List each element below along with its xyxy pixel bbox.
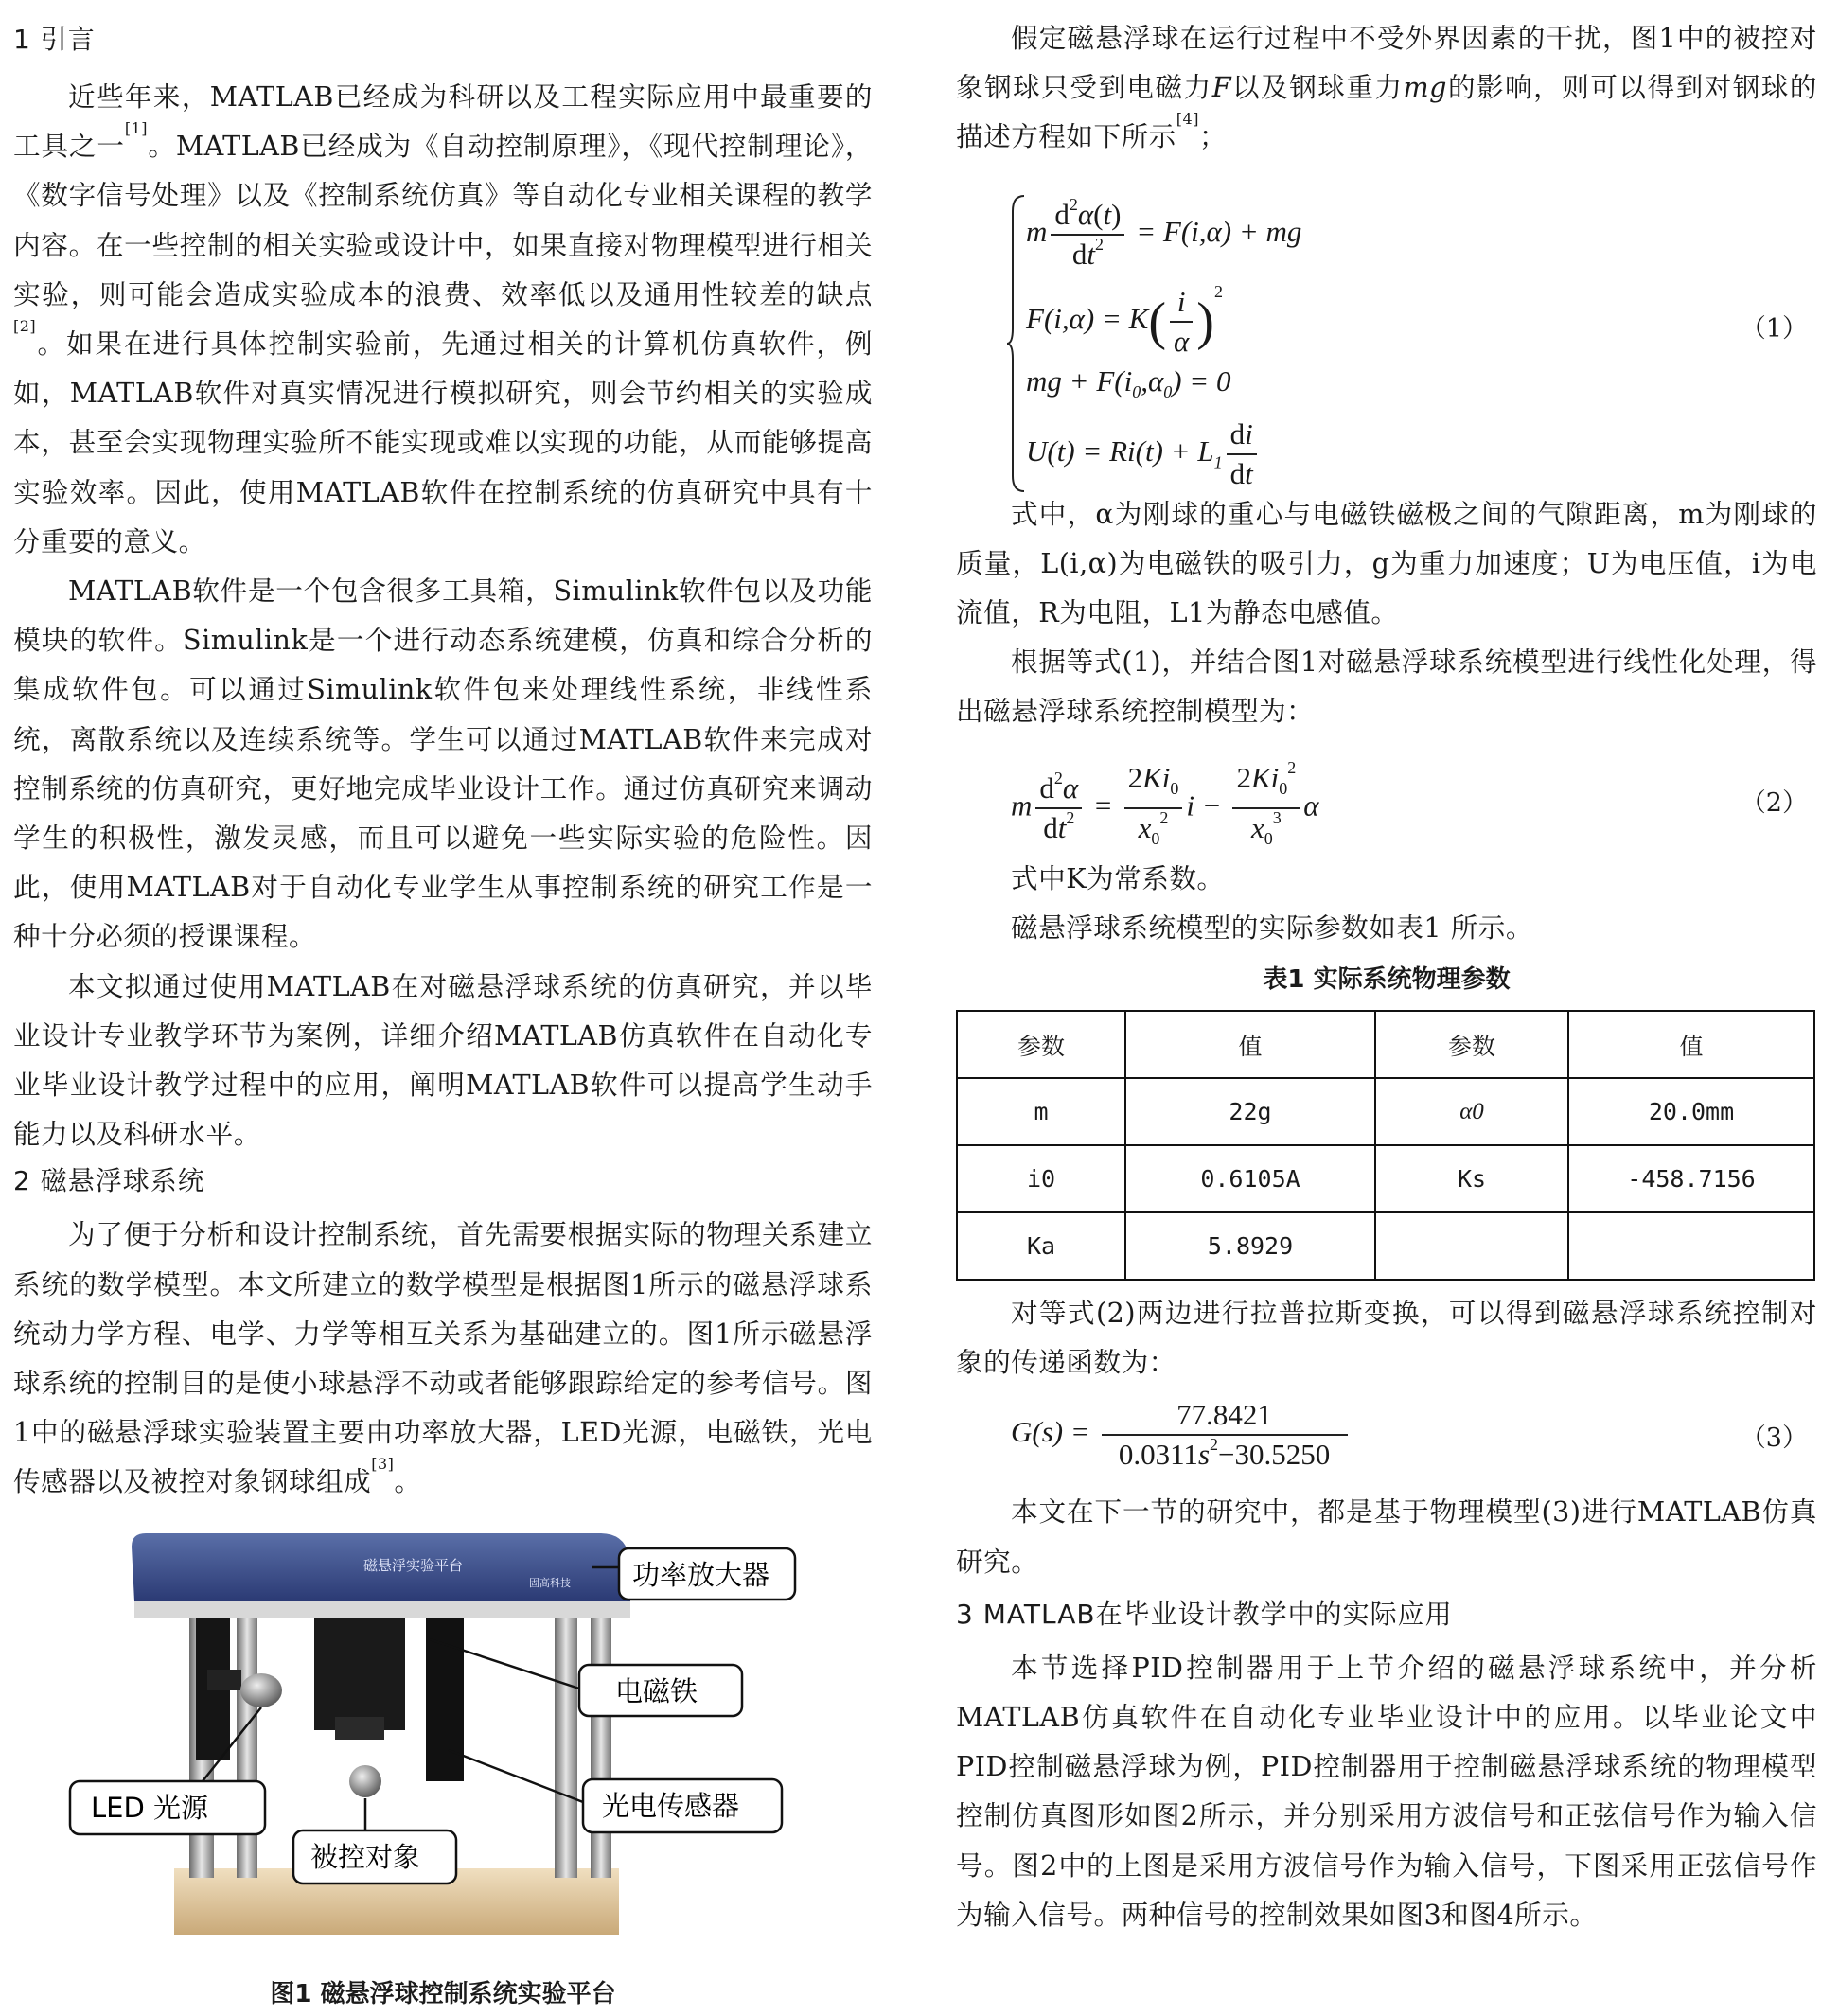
paragraph-k: 式中K为常系数。 — [1011, 861, 1225, 894]
table-cell — [1375, 1212, 1568, 1280]
citation: [2] — [13, 317, 37, 336]
table-header-cell: 参数 — [957, 1011, 1125, 1078]
eq1-line-2: F(i,α) = K( $\frac{i}{\alpha}$ )$^2$ — [1026, 281, 1223, 358]
led-arm — [207, 1670, 241, 1690]
eq1-line-4: $U(t) = Ri(t) + L_1$ $\frac{di}{dt}$ — [1026, 416, 1261, 493]
table-cell: i0 — [957, 1145, 1125, 1212]
symbol: F — [1211, 71, 1232, 104]
table-row — [957, 1212, 1814, 1280]
paragraph-table-intro: 磁悬浮球系统模型的实际参数如表1 所示。 — [1011, 911, 1533, 944]
text: 。 — [394, 1465, 422, 1498]
table-cell: 22g — [1125, 1078, 1375, 1145]
paragraph-maglev — [13, 1210, 873, 1506]
paragraph-pid: 本节选择PID控制器用于上节介绍的磁悬浮球系统中，并分析MATLAB仿真软件在自动化专业毕业设计中的应用。以毕业论文中PID控制磁悬浮球为例，PID控制器用于控制磁悬浮球系统的物理模型控制仿真图形如图2所示，并分别采用方波信号和正弦信号作为输入信号。图2中的上图是采用方波信号作为输入信号，下图采用正弦信号作为输入信号。两种信号的控制效果如图3和图4所示。 — [956, 1651, 1817, 1931]
section-heading-maglev: 2 磁悬浮球系统 — [13, 1165, 205, 1197]
citation: [3] — [371, 1455, 395, 1474]
figure-1 — [13, 1528, 873, 1963]
equation-number: （2） — [1740, 787, 1808, 818]
brace — [1005, 194, 1026, 493]
equation-2 — [956, 755, 1817, 854]
table-cell — [1568, 1212, 1814, 1280]
eq3-body: G(s) = $\frac{77.8421}{0.0311s^2-30.5250}$ — [1011, 1396, 1352, 1474]
section-heading-intro: 1 引言 — [13, 24, 96, 55]
eq2-body: m $\frac{d^2\alpha}{dt^2}$ = $\frac{2Ki_0}{x_0^2}$ i − $\frac{2Ki_0^2}{x_0^3}$ α — [1011, 757, 1319, 848]
parameter-table — [956, 1010, 1815, 1281]
led-light — [240, 1673, 282, 1707]
table-cell: 0.6105A — [1125, 1145, 1375, 1212]
steel-ball — [349, 1765, 381, 1797]
table-cell: -458.7156 — [1568, 1145, 1814, 1212]
label-photo-sensor: 光电传感器 — [602, 1789, 740, 1822]
paragraph-linearization: 根据等式(1)，并结合图1对磁悬浮球系统模型进行线性化处理，得出磁悬浮球系统控制模型为： — [956, 645, 1817, 728]
brand: 固高科技 — [529, 1576, 571, 1589]
magnet-tip — [335, 1717, 384, 1740]
paragraph-intro-3: 本文拟通过使用MATLAB在对磁悬浮球系统的仿真研究，并以毕业设计专业教学环节为案例，详细介绍MATLAB仿真软件在自动化专业毕业设计教学过程中的应用，阐明MATLAB软件可以提高学生动手能力以及科研水平。 — [13, 969, 873, 1151]
pole — [591, 1594, 611, 1878]
text: 。MATLAB已经成为《自动控制原理》，《现代控制理论》，《数字信号处理》以及《控制系统仿真》等自动化专业相关课程的教学内容。在一些控制的相关实验或设计中，如果直接对物理模型进行相关实验，则可能会造成实验成本的浪费、效率低以及通用性较差的缺点 — [13, 130, 873, 310]
text: 近些年来，MATLAB已经成为科研以及工程实际应用中最重要的工具之一 — [13, 80, 873, 163]
table-cell: Ka — [957, 1212, 1125, 1280]
paragraph-intro-2: MATLAB软件是一个包含很多工具箱，Simulink软件包以及功能模块的软件。Simulink是一个进行动态系统建模，仿真和综合分析的集成软件包。可以通过Simulink软件包来处理线性系统，非线性系统，离散系统以及连续系统等。学生可以通过MATLAB软件来完成对控制系统的仿真研究，更好地完成毕业设计工作。通过仿真研究来调动学生的积极性，激发灵感，而且可以避免一些实际实验的危险性。因此，使用MATLAB对于自动化专业学生从事控制系统的研究工作是一种十分必须的授课课程。 — [13, 575, 873, 953]
citation: [4] — [1176, 110, 1199, 129]
table-cell: Ks — [1375, 1145, 1568, 1212]
pole — [555, 1594, 577, 1878]
figure-caption: 图1 磁悬浮球控制系统实验平台 — [270, 1979, 616, 2008]
label-electromagnet: 电磁铁 — [615, 1674, 698, 1707]
eq3-denominator-b: −30.5250 — [1218, 1438, 1331, 1472]
label-controlled-object: 被控对象 — [310, 1840, 421, 1873]
paragraph-laplace: 对等式(2)两边进行拉普拉斯变换，可以得到磁悬浮球系统控制对象的传递函数为： — [956, 1297, 1817, 1379]
paragraph-assumption — [956, 13, 1817, 162]
table-header-cell: 参数 — [1375, 1011, 1568, 1078]
table-cell: m — [957, 1078, 1125, 1145]
equation-1 — [956, 177, 1817, 489]
text: 。如果在进行具体控制实验前，先通过相关的计算机仿真软件，例如，MATLAB软件对真实情况进行模拟研究，则会节约相关的实验成本，甚至会实现物理实验所不能实现或难以实现的功能，从而能够提高实验效率。因此，使用MATLAB软件在控制系统的仿真研究中具有十分重要的意义。 — [13, 327, 873, 557]
table-header-row — [957, 1011, 1814, 1078]
table-row — [957, 1078, 1814, 1145]
table-cell: 5.8929 — [1125, 1212, 1375, 1280]
paragraph-next-section: 本文在下一节的研究中，都是基于物理模型(3)进行MATLAB仿真研究。 — [956, 1495, 1817, 1578]
text: 假定磁悬浮球在运行过程中不受外界因素的干扰，图1中的被控对象钢球只受到电磁力 — [956, 22, 1817, 104]
equation-number: （3） — [1740, 1424, 1808, 1454]
label-power-amplifier: 功率放大器 — [632, 1558, 770, 1591]
equation-3 — [956, 1396, 1817, 1487]
equation-number: （1） — [1740, 313, 1808, 344]
text: 为了便于分析和设计控制系统，首先需要根据实际的物理关系建立系统的数学模型。本文所建立的数学模型是根据图1所示的磁悬浮球系统动力学方程、电学、力学等相互关系为基础建立的。图1所示磁悬浮球系统的控制目的是使小球悬浮不动或者能够跟踪给定的参考信号。图1中的磁悬浮球实验装置主要由功率放大器，LED光源，电磁铁，光电传感器以及被控对象钢球组成 — [13, 1218, 873, 1498]
table-cell: 20.0mm — [1568, 1078, 1814, 1145]
label-led: LED 光源 — [91, 1791, 209, 1824]
left-column — [13, 13, 873, 2009]
device-title: 磁悬浮实验平台 — [363, 1556, 464, 1574]
eq3-denominator-a: 0.0311 — [1118, 1438, 1198, 1472]
text: ； — [1198, 120, 1228, 153]
eq1-line-3: mg + $F(i_0,\alpha_0) = 0$ — [1026, 363, 1231, 401]
section-heading-matlab: 3 MATLAB在毕业设计教学中的实际应用 — [956, 1598, 1453, 1630]
electromagnet — [314, 1618, 405, 1730]
symbol: mg — [1403, 71, 1447, 104]
text: 的影响，则可以得到对钢球的描述方程如下所示 — [956, 71, 1817, 153]
table-cell: α0 — [1375, 1078, 1568, 1145]
text: 以及钢球重力 — [1231, 71, 1404, 104]
device-photo — [13, 1528, 873, 1963]
paragraph-symbols: 式中，α为刚球的重心与电磁铁磁极之间的气隙距离，m为刚球的质量，L(i,α)为电磁铁的吸引力，g为重力加速度；U为电压值，i为电流值，R为电阻，L1为静态电感值。 — [956, 497, 1817, 629]
eq3-numerator: 77.8421 — [1102, 1396, 1348, 1436]
table-header-cell: 值 — [1125, 1011, 1375, 1078]
table-row — [957, 1145, 1814, 1212]
paragraph-intro-1 — [13, 72, 873, 566]
top-trim — [134, 1601, 630, 1618]
right-column — [956, 13, 1817, 1939]
sensor-holder — [426, 1618, 464, 1781]
table-caption: 表1 实际系统物理参数 — [1263, 965, 1511, 995]
citation: [1] — [124, 119, 148, 138]
table-header-cell: 值 — [1568, 1011, 1814, 1078]
eq1-line-1: m $\frac{d^2\alpha(t)}{dt^2}$ = F(i,α) + mg — [1026, 194, 1302, 271]
